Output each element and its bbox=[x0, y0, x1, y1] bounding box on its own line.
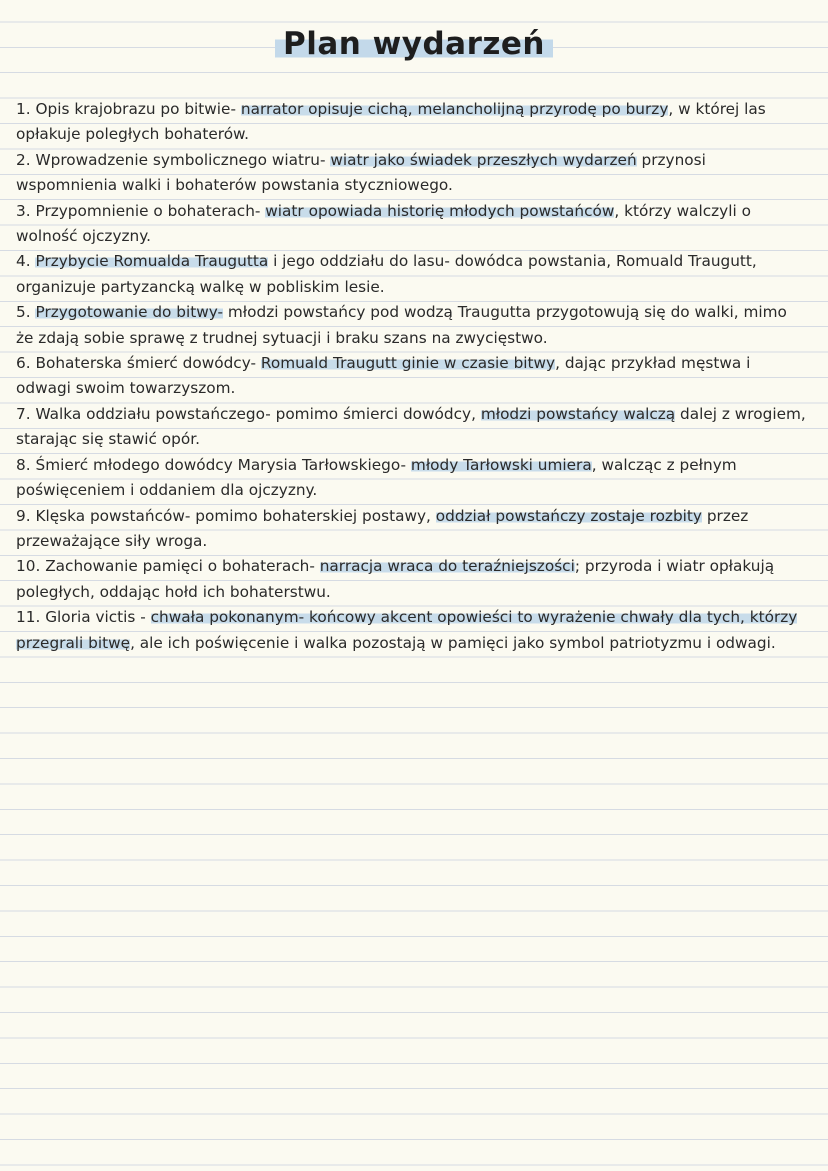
highlighted-text: wiatr opowiada historię młodych powstańców bbox=[265, 201, 615, 220]
highlighted-text: Przygotowanie do bitwy- bbox=[35, 303, 224, 322]
highlighted-text: wiatr jako świadek przeszłych wydarzeń bbox=[330, 150, 637, 169]
highlighted-text: młody Tarłowski umiera bbox=[410, 455, 592, 474]
item-text: , w której las opłakuje poległych bohaterów. bbox=[16, 100, 766, 144]
item-number: 10. bbox=[16, 557, 41, 576]
item-text: Klęska powstańców- pomimo bohaterskiej postawy, bbox=[35, 506, 431, 525]
highlighted-text: Romuald Traugutt ginie w czasie bitwy bbox=[260, 354, 556, 373]
list-item bbox=[16, 199, 806, 250]
item-number: 6. bbox=[16, 354, 31, 373]
item-text: i jego oddziału do lasu- dowódca powstania, Romuald Traugutt, organizuje partyzancką walkę w pobliskim lesie. bbox=[16, 252, 757, 296]
item-number: 3. bbox=[16, 201, 31, 220]
list-item bbox=[16, 453, 806, 504]
item-text: , dając przykład męstwa i odwagi swoim towarzyszom. bbox=[16, 354, 751, 398]
list-item bbox=[16, 605, 806, 656]
item-text: , walcząc z pełnym poświęceniem i oddaniem dla ojczyzny. bbox=[16, 455, 737, 500]
page-title: Plan wydarzeń bbox=[275, 26, 553, 62]
item-text: , którzy walczyli o wolność ojczyzny. bbox=[16, 201, 751, 246]
item-number: 2. bbox=[16, 150, 31, 169]
item-text: dalej z wrogiem, starając się stawić opór. bbox=[16, 404, 806, 449]
item-text: Wprowadzenie symbolicznego wiatru- bbox=[35, 150, 326, 169]
item-text: Śmierć młodego dowódcy Marysia Tarłowskiego- bbox=[35, 455, 407, 474]
item-text: przez przeważające siły wroga. bbox=[16, 506, 749, 550]
item-text: Opis krajobrazu po bitwie- bbox=[35, 100, 236, 118]
item-number: 1. bbox=[16, 100, 31, 118]
item-text: młodzi powstańcy pod wodzą Traugutta przygotowują się do walki, mimo że zdają sobie sprawę z trudnej sytuacji i braku szans na zwycięstwo. bbox=[16, 303, 787, 347]
title-wrap bbox=[0, 26, 828, 62]
highlighted-text: młodzi powstańcy walczą bbox=[480, 404, 676, 423]
highlighted-text: oddział powstańczy zostaje rozbity bbox=[435, 506, 702, 525]
list-item bbox=[16, 148, 806, 199]
list-item bbox=[16, 249, 806, 300]
item-number: 5. bbox=[16, 303, 31, 322]
highlighted-text: chwała pokonanym- końcowy akcent opowieści to wyrażenie chwały dla tych, którzy przegrali bitwę bbox=[16, 608, 798, 652]
list-item bbox=[16, 504, 806, 555]
item-number: 11. bbox=[16, 608, 41, 627]
list-item bbox=[16, 554, 806, 605]
highlighted-text: narrator opisuje cichą, melancholijną przyrodę po burzy bbox=[240, 100, 669, 118]
item-number: 4. bbox=[16, 252, 31, 271]
list-item bbox=[16, 351, 806, 402]
item-number: 9. bbox=[16, 506, 31, 525]
item-text: , ale ich poświęcenie i walka pozostają w pamięci jako symbol patriotyzmu i odwagi. bbox=[130, 633, 776, 652]
item-text: Przypomnienie o bohaterach- bbox=[35, 201, 261, 220]
item-text: Gloria victis - bbox=[45, 608, 146, 627]
list-item bbox=[16, 402, 806, 453]
item-text: przynosi wspomnienia walki i bohaterów powstania styczniowego. bbox=[16, 150, 706, 195]
item-text: ; przyroda i wiatr opłakują poległych, oddając hołd ich bohaterstwu. bbox=[16, 557, 775, 601]
item-number: 8. bbox=[16, 455, 31, 474]
list-item bbox=[16, 300, 806, 351]
item-text: Walka oddziału powstańczego- pomimo śmierci dowódcy, bbox=[35, 404, 476, 423]
highlighted-text: Przybycie Romualda Traugutta bbox=[35, 252, 269, 271]
item-number: 7. bbox=[16, 404, 31, 423]
highlighted-text: narracja wraca do teraźniejszości bbox=[319, 557, 575, 576]
item-text: Bohaterska śmierć dowódcy- bbox=[35, 354, 257, 373]
list-item bbox=[16, 97, 806, 148]
item-text: Zachowanie pamięci o bohaterach- bbox=[45, 557, 315, 576]
event-plan-list bbox=[16, 97, 806, 656]
